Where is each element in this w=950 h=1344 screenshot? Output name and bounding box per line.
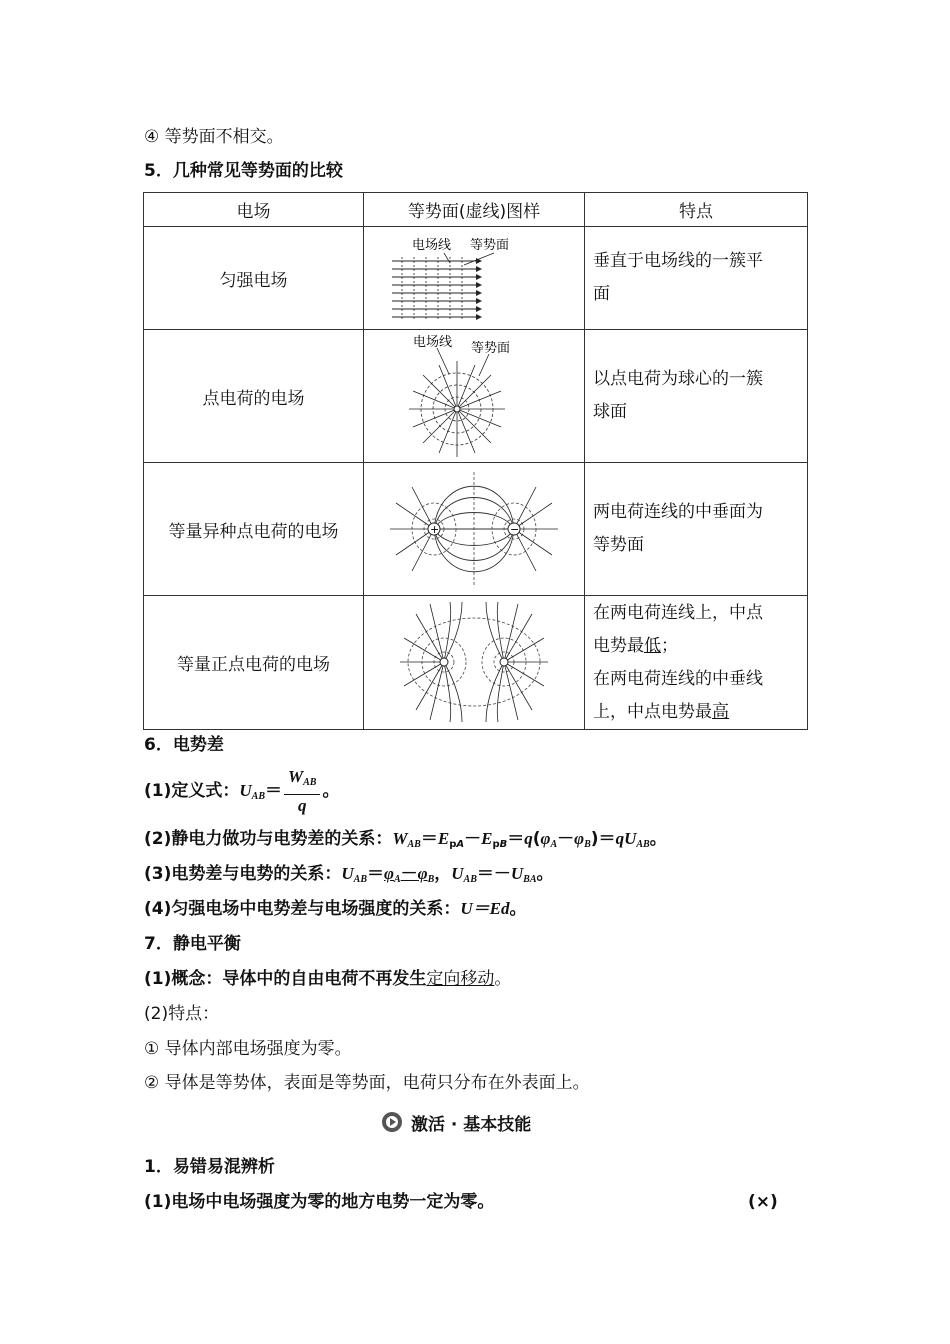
relation-3: (3)电势差与电势的关系：$U_{AB}=\varphi_A-\varphi_B$，$U_{AB}=-U_{BA}$。 (144, 864, 554, 885)
feature-line: 电势最低； (593, 635, 678, 656)
figure-cell (364, 330, 585, 463)
positive-charge-label: + (430, 522, 440, 536)
feature-line: 等势面 (593, 535, 644, 555)
fig-label-equipotential: 等势面 (471, 339, 511, 355)
fig-label-fieldline: 电场线 (412, 236, 452, 252)
concept-line: (1)概念：导体中的自由电荷不再发生定向移动。 (144, 969, 512, 989)
table-row (144, 227, 808, 330)
section-7-title: 7．静电平衡 (144, 934, 241, 954)
field-name: 等量异种点电荷的电场 (144, 463, 364, 596)
field-name: 匀强电场 (144, 227, 364, 330)
table-row (144, 330, 808, 463)
feature-2: ② 导体是等势体，表面是等势面，电荷只分布在外表面上。 (144, 1073, 590, 1093)
table-header-row (144, 193, 808, 227)
question-1-mark: (×) (748, 1192, 778, 1212)
feature-cell (585, 596, 808, 730)
feature-line: 球面 (593, 402, 627, 422)
fig-label-equipotential: 等势面 (470, 236, 510, 252)
feature-line: 以点电荷为球心的一簇 (593, 369, 763, 389)
like-charges-figure (394, 600, 554, 725)
header-feature: 特点 (585, 193, 808, 227)
comparison-table (143, 192, 808, 730)
feature-cell (585, 463, 808, 596)
feature-cell (585, 330, 808, 463)
figure-cell (364, 227, 585, 330)
uniform-field-figure (384, 231, 564, 326)
section-1-title: 1．易错易混辨析 (144, 1157, 275, 1177)
negative-charge-label: − (510, 522, 520, 536)
field-name: 等量正点电荷的电场 (144, 596, 364, 730)
feature-line: 垂直于电场线的一簇平 (593, 251, 763, 271)
feature-line: 在两电荷连线的中垂线 (593, 668, 763, 689)
item-4: ④ 等势面不相交。 (144, 127, 284, 147)
feature-cell (585, 227, 808, 330)
field-name: 点电荷的电场 (144, 330, 364, 463)
features-label: (2)特点： (144, 1004, 220, 1024)
dipole-figure (384, 467, 564, 592)
activate-title: 激活 · 基本技能 (411, 1114, 532, 1135)
relation-4: (4)匀强电场中电势差与电场强度的关系：U＝Ed。 (144, 899, 527, 919)
table-row (144, 463, 808, 596)
question-1: (1)电场中电场强度为零的地方电势一定为零。 (144, 1192, 495, 1212)
fraction: $\frac{W_{AB}}{q}$ (284, 766, 320, 817)
feature-1: ① 导体内部电场强度为零。 (144, 1039, 352, 1059)
header-figure: 等势面(虚线)图样 (364, 193, 585, 227)
play-icon (381, 1111, 403, 1133)
feature-line: 在两电荷连线上，中点 (593, 602, 763, 623)
underlined-answer: 低 (644, 635, 661, 656)
feature-line: 上，中点电势最高 (593, 701, 729, 722)
header-field: 电场 (144, 193, 364, 227)
underlined-answer: 定向移动 (426, 969, 495, 989)
relation-2: (2)静电力做功与电势差的关系：$W_{AB}=E_{pA}-E_{pB}=q(\varphi_A-\varphi_B)=qU_{AB}$。 (144, 829, 667, 850)
fig-label-fieldline: 电场线 (413, 333, 453, 349)
figure-cell (364, 463, 585, 596)
point-charge-figure (409, 334, 539, 459)
def-line: (1)定义式：$U_{AB}=$ $\frac{W_{AB}}{q}$ 。 (144, 766, 340, 815)
feature-line: 两电荷连线的中垂面为 (593, 502, 763, 522)
section-5-title: 5．几种常见等势面的比较 (144, 161, 343, 181)
figure-cell (364, 596, 585, 730)
table-row (144, 596, 808, 730)
activate-heading (381, 1110, 531, 1134)
underlined-answer: 高 (712, 701, 729, 722)
def-prefix: (1)定义式： (144, 781, 240, 801)
section-6-title: 6．电势差 (144, 735, 224, 755)
feature-line: 面 (593, 284, 610, 304)
